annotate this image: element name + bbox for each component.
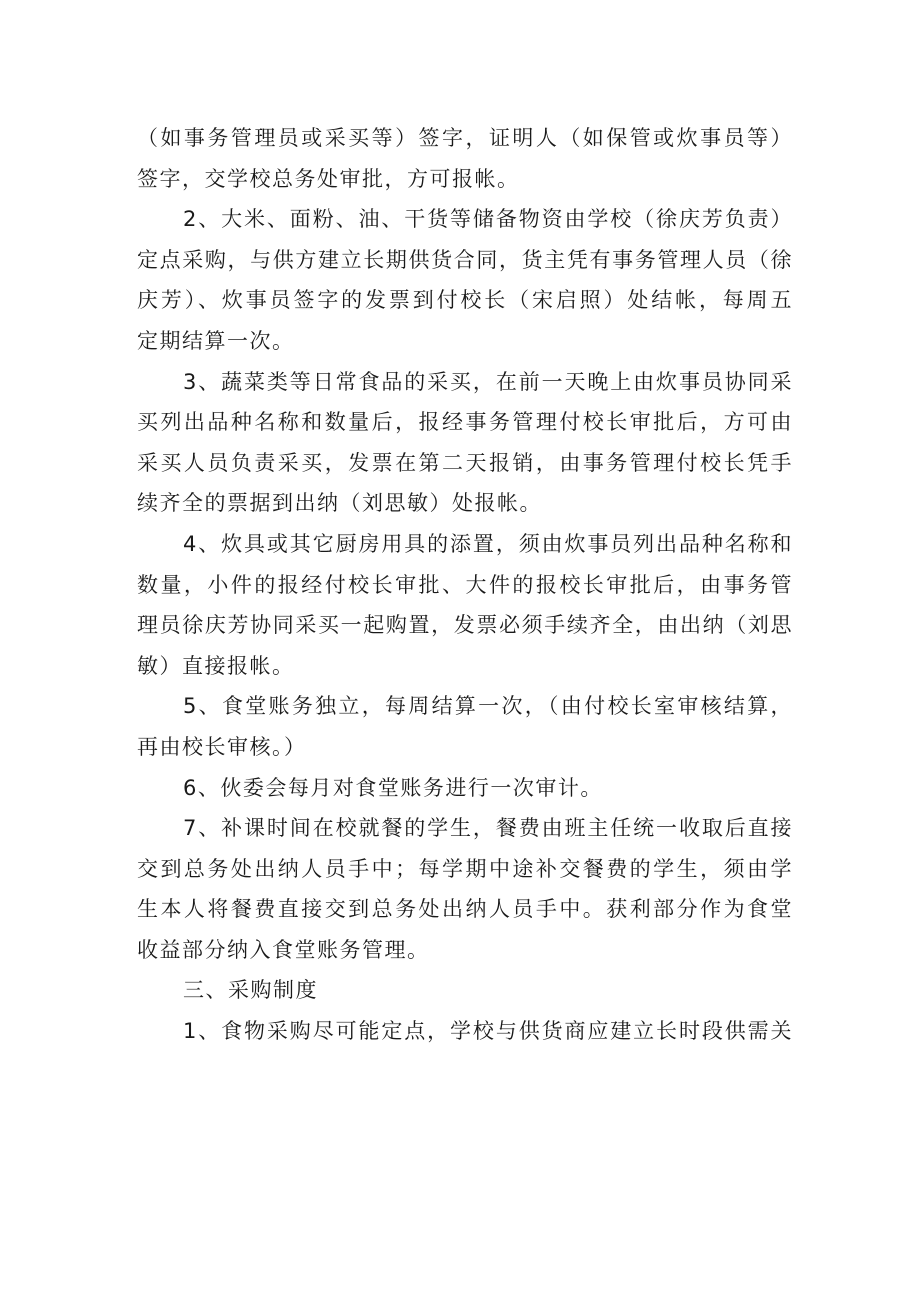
text-line: 敏）直接报帐。: [137, 653, 295, 678]
text-line: 定点采购，与供方建立长期供货合同，货主凭有事务管理人员（徐: [137, 247, 793, 272]
text-line: 交到总务处出纳人员手中；每学期中途补交餐费的学生，须由学: [137, 856, 793, 881]
text-line: 数量，小件的报经付校长审批、大件的报校长审批后，由事务管: [137, 572, 793, 597]
document-body: [137, 118, 793, 1052]
text-line: 7、补课时间在校就餐的学生，餐费由班主任统一收取后直接: [183, 816, 793, 841]
text-line: 3、蔬菜类等日常食品的采买，在前一天晚上由炊事员协同采: [183, 369, 793, 394]
text-line: 定期结算一次。: [137, 328, 295, 353]
text-line: 2、大米、面粉、油、干货等储备物资由学校（徐庆芳负责）: [183, 207, 793, 232]
text-line: 1、食物采购尽可能定点，学校与供货商应建立长时段供需关: [183, 1019, 793, 1044]
text-line: 4、炊具或其它厨房用具的添置，须由炊事员列出品种名称和: [183, 531, 793, 556]
text-line: 三、采购制度: [183, 978, 318, 1003]
text-line: 签字，交学校总务处审批，方可报帐。: [137, 166, 520, 191]
text-line: 再由校长审核。）: [137, 734, 307, 759]
text-line: 6、伙委会每月对食堂账务进行一次审计。: [183, 775, 603, 800]
text-line: 理员徐庆芳协同采买一起购置，发票必须手续齐全，由出纳（刘思: [137, 613, 793, 638]
text-line: 5、食堂账务独立，每周结算一次，（由付校长室审核结算，: [183, 694, 793, 719]
text-line: 采买人员负责采买，发票在第二天报销，由事务管理付校长凭手: [137, 450, 793, 475]
text-line: 买列出品种名称和数量后，报经事务管理付校长审批后，方可由: [137, 410, 793, 435]
text-line: 收益部分纳入食堂账务管理。: [137, 937, 430, 962]
text-line: （如事务管理员或采买等）签字，证明人（如保管或炊事员等）: [137, 126, 793, 150]
text-line: 续齐全的票据到出纳（刘思敏）处报帐。: [137, 491, 542, 516]
text-line: 庆芳）、炊事员签字的发票到付校长（宋启照）处结帐，每周五: [137, 288, 793, 313]
text-line: 生本人将餐费直接交到总务处出纳人员手中。获利部分作为食堂: [137, 897, 793, 922]
